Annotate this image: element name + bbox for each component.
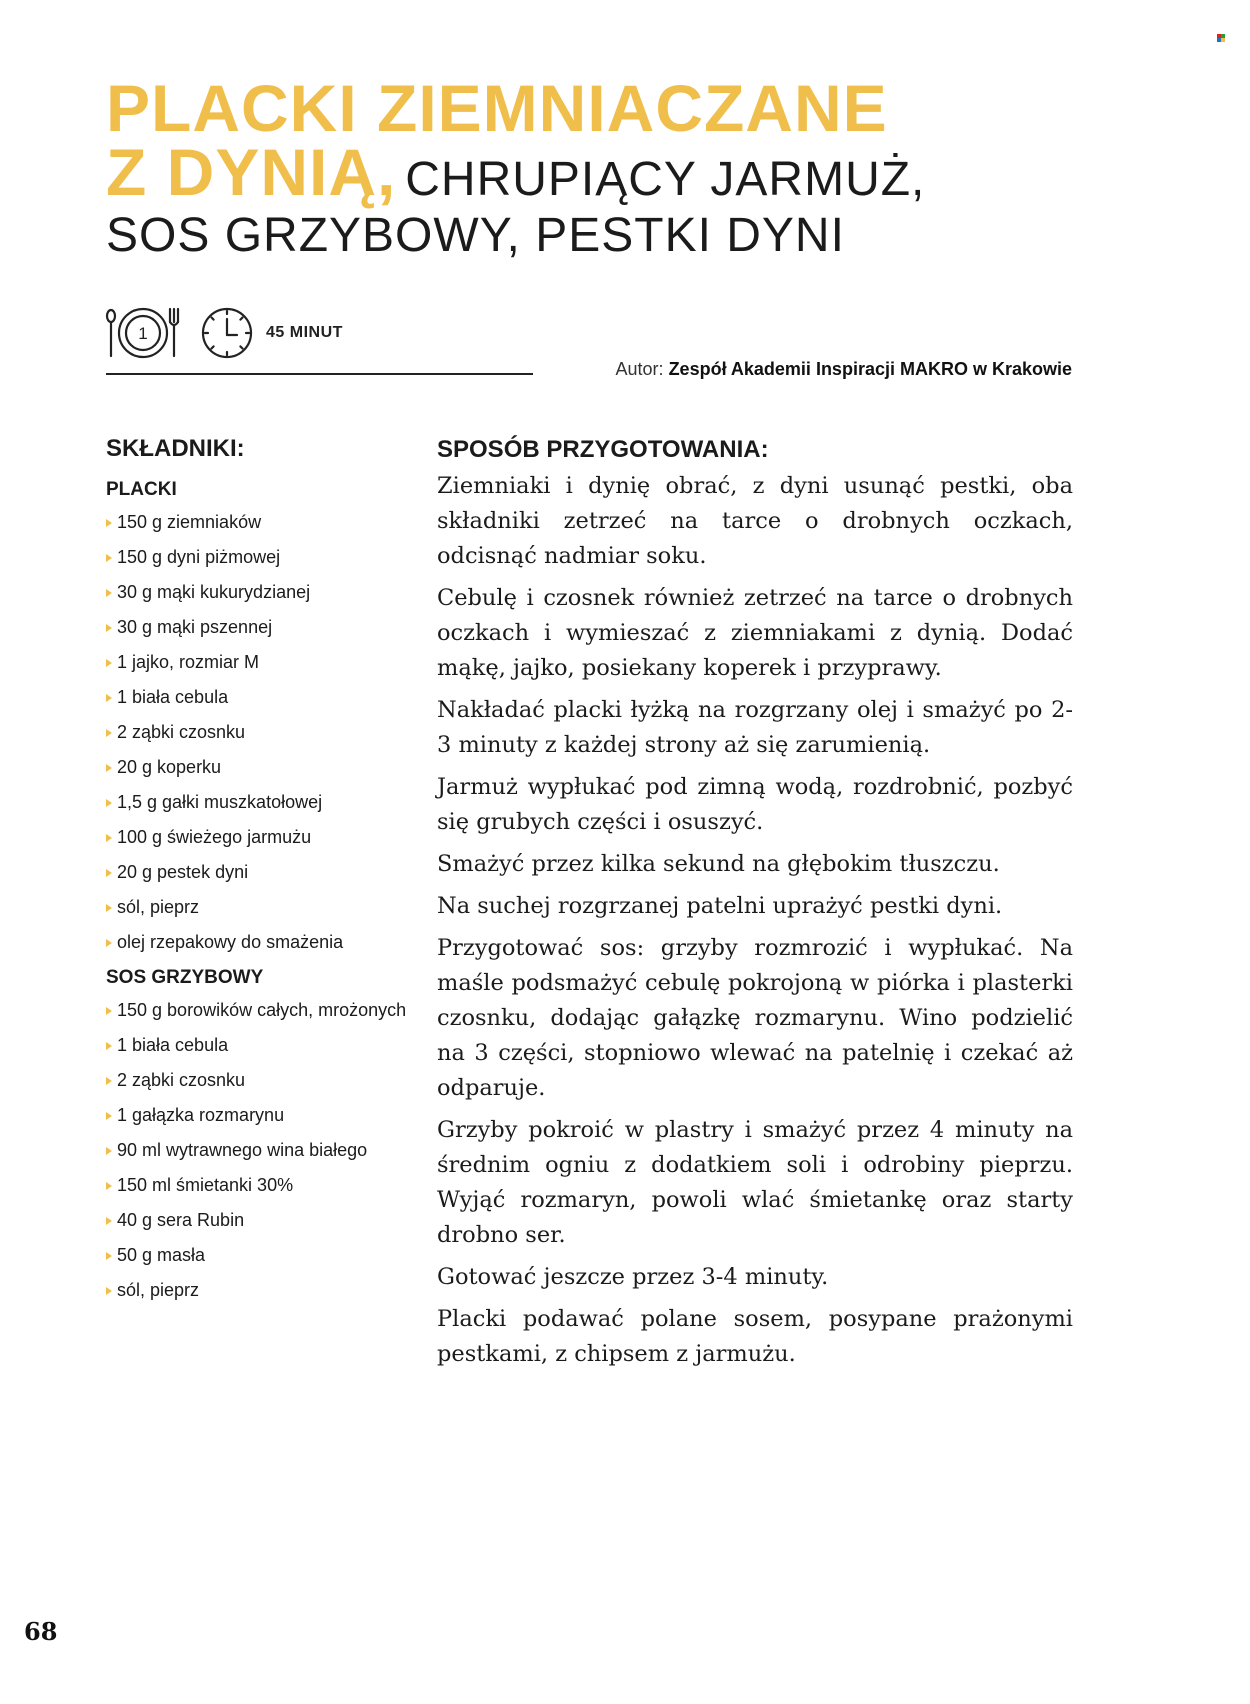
ingredient-item [106,791,426,814]
bullet-triangle-icon [106,624,112,632]
bullet-triangle-icon [106,519,112,527]
ingredients-heading: SKŁADNIKI: [106,435,245,462]
ingredient-text: 150 g dyni piżmowej [117,547,281,567]
ingredient-list [106,999,426,1302]
method-step: Jarmuż wypłukać pod zimną wodą, rozdrobnić, pozbyć się grubych części i osuszyć. [437,774,1073,835]
servings-count: 1 [138,324,148,343]
method-step: Na suchej rozgrzanej patelni uprażyć pestki dyni. [437,893,1003,919]
bullet-triangle-icon [106,764,112,772]
bullet-triangle-icon [106,939,112,947]
ingredient-item [106,616,426,639]
ingredient-text: sól, pieprz [117,897,200,917]
ingredient-list [106,511,426,954]
bullet-triangle-icon [106,659,112,667]
ingredient-text: 30 g mąki kukurydzianej [117,582,311,602]
bullet-triangle-icon [106,904,112,912]
ingredient-text: 30 g mąki pszennej [117,617,273,637]
title-highlight-line2: Z DYNIĄ, [106,135,397,209]
plate-cutlery-icon [105,306,181,360]
ingredient-text: 20 g koperku [117,757,222,777]
ingredient-section-title: PLACKI [106,479,177,500]
ingredient-text: 1 gałązka rozmarynu [117,1105,285,1125]
author-line [616,359,1072,380]
title-rest-line2: CHRUPIĄCY JARMUŻ, [405,153,926,206]
method-step: Nakładać placki łyżką na rozgrzany olej i smażyć po 2-3 minuty z każdej strony aż się zarumienią. [437,697,1073,758]
prep-time: 45 MINUT [266,324,343,341]
ingredient-item [106,1104,426,1127]
title-highlight-line1: PLACKI ZIEMNIACZANE [106,71,888,145]
ingredient-text: 1,5 g gałki muszkatołowej [117,792,323,812]
method-step: Cebulę i czosnek również zetrzeć na tarce o drobnych oczkach i wymieszać z ziemniakami z dynią. Dodać mąkę, jajko, posiekany koperek i przyprawy. [437,585,1073,681]
ingredient-item [106,581,426,604]
ingredient-text: 1 biała cebula [117,1035,229,1055]
ingredient-item [106,896,426,919]
bullet-triangle-icon [106,1077,112,1085]
ingredient-text: 90 ml wytrawnego wina białego [117,1140,368,1160]
ingredient-item [106,931,426,954]
ingredient-text: 100 g świeżego jarmużu [117,827,312,847]
ingredient-item [106,756,426,779]
ingredient-text: 2 ząbki czosnku [117,1070,246,1090]
ingredient-text: 150 g borowików całych, mrożonych [117,1000,407,1020]
bullet-triangle-icon [106,799,112,807]
method-step: Przygotować sos: grzyby rozmrozić i wypłukać. Na maśle podsmażyć cebulę pokrojoną w piórka i plasterki czosnku, dodając gałązkę rozmarynu. Wino podzielić na 3 części, stopniowo wlewać na patelnię i czekać aż odparuje. [437,935,1073,1101]
ingredient-item [106,686,426,709]
bullet-triangle-icon [106,1287,112,1295]
ingredient-text: 1 biała cebula [117,687,229,707]
method-step: Smażyć przez kilka sekund na głębokim tłuszczu. [437,851,1000,877]
bullet-triangle-icon [106,1112,112,1120]
ingredient-item [106,651,426,674]
bullet-triangle-icon [106,694,112,702]
ingredient-text: 2 ząbki czosnku [117,722,246,742]
ingredients-column [106,434,426,1314]
divider [106,373,533,375]
bullet-triangle-icon [106,589,112,597]
ingredient-text: 150 g ziemniaków [117,512,262,532]
method-step: Ziemniaki i dynię obrać, z dyni usunąć pestki, oba składniki zetrzeć na tarce o drobnych oczkach, odcisnąć nadmiar soku. [437,473,1073,569]
method-step: Grzyby pokroić w plastry i smażyć przez 4 minuty na średnim ogniu z dodatkiem soli i odrobiny pieprzu. Wyjąć rozmaryn, powoli wlać śmietankę oraz starty drobno ser. [437,1117,1073,1248]
recipe-meta [105,306,343,360]
clock-icon [197,306,257,360]
ingredient-item [106,1034,426,1057]
bullet-triangle-icon [106,1252,112,1260]
method-step: Gotować jeszcze przez 3-4 minuty. [437,1264,829,1290]
title-line3: SOS GRZYBOWY, PESTKI DYNI [106,209,845,262]
ingredient-item [106,546,426,569]
ingredient-text: 150 ml śmietanki 30% [117,1175,294,1195]
ingredient-text: 1 jajko, rozmiar M [117,652,260,672]
ingredient-text: 40 g sera Rubin [117,1210,245,1230]
author-name: Zespół Akademii Inspiracji MAKRO w Krakowie [668,359,1072,379]
method-heading: SPOSÓB PRZYGOTOWANIA: [437,436,769,463]
bullet-triangle-icon [106,1182,112,1190]
ingredient-text: 20 g pestek dyni [117,862,249,882]
bullet-triangle-icon [106,729,112,737]
ingredient-item [106,1069,426,1092]
ingredient-text: 50 g masła [117,1245,206,1265]
color-marks-icon [1217,34,1225,42]
bullet-triangle-icon [106,1007,112,1015]
ingredient-item [106,1209,426,1232]
bullet-triangle-icon [106,1042,112,1050]
author-label: Autor: [615,359,664,379]
bullet-triangle-icon [106,1217,112,1225]
ingredients-sections [106,478,426,1302]
ingredient-text: olej rzepakowy do smażenia [117,932,344,952]
ingredient-section-title: SOS GRZYBOWY [106,967,264,988]
method-steps [437,469,1073,1372]
bullet-triangle-icon [106,869,112,877]
ingredient-item [106,826,426,849]
ingredient-item [106,1174,426,1197]
bullet-triangle-icon [106,554,112,562]
ingredient-item [106,1139,426,1162]
ingredient-item [106,861,426,884]
method-step: Placki podawać polane sosem, posypane prażonymi pestkami, z chipsem z jarmużu. [437,1306,1073,1367]
ingredient-item [106,999,426,1022]
page-number: 68 [24,1617,58,1646]
recipe-title [106,71,1146,268]
method-column [437,433,1073,1379]
ingredient-item [106,1279,426,1302]
ingredient-text: sól, pieprz [117,1280,200,1300]
ingredient-item [106,1244,426,1267]
ingredient-item [106,721,426,744]
ingredient-item [106,511,426,534]
bullet-triangle-icon [106,834,112,842]
bullet-triangle-icon [106,1147,112,1155]
